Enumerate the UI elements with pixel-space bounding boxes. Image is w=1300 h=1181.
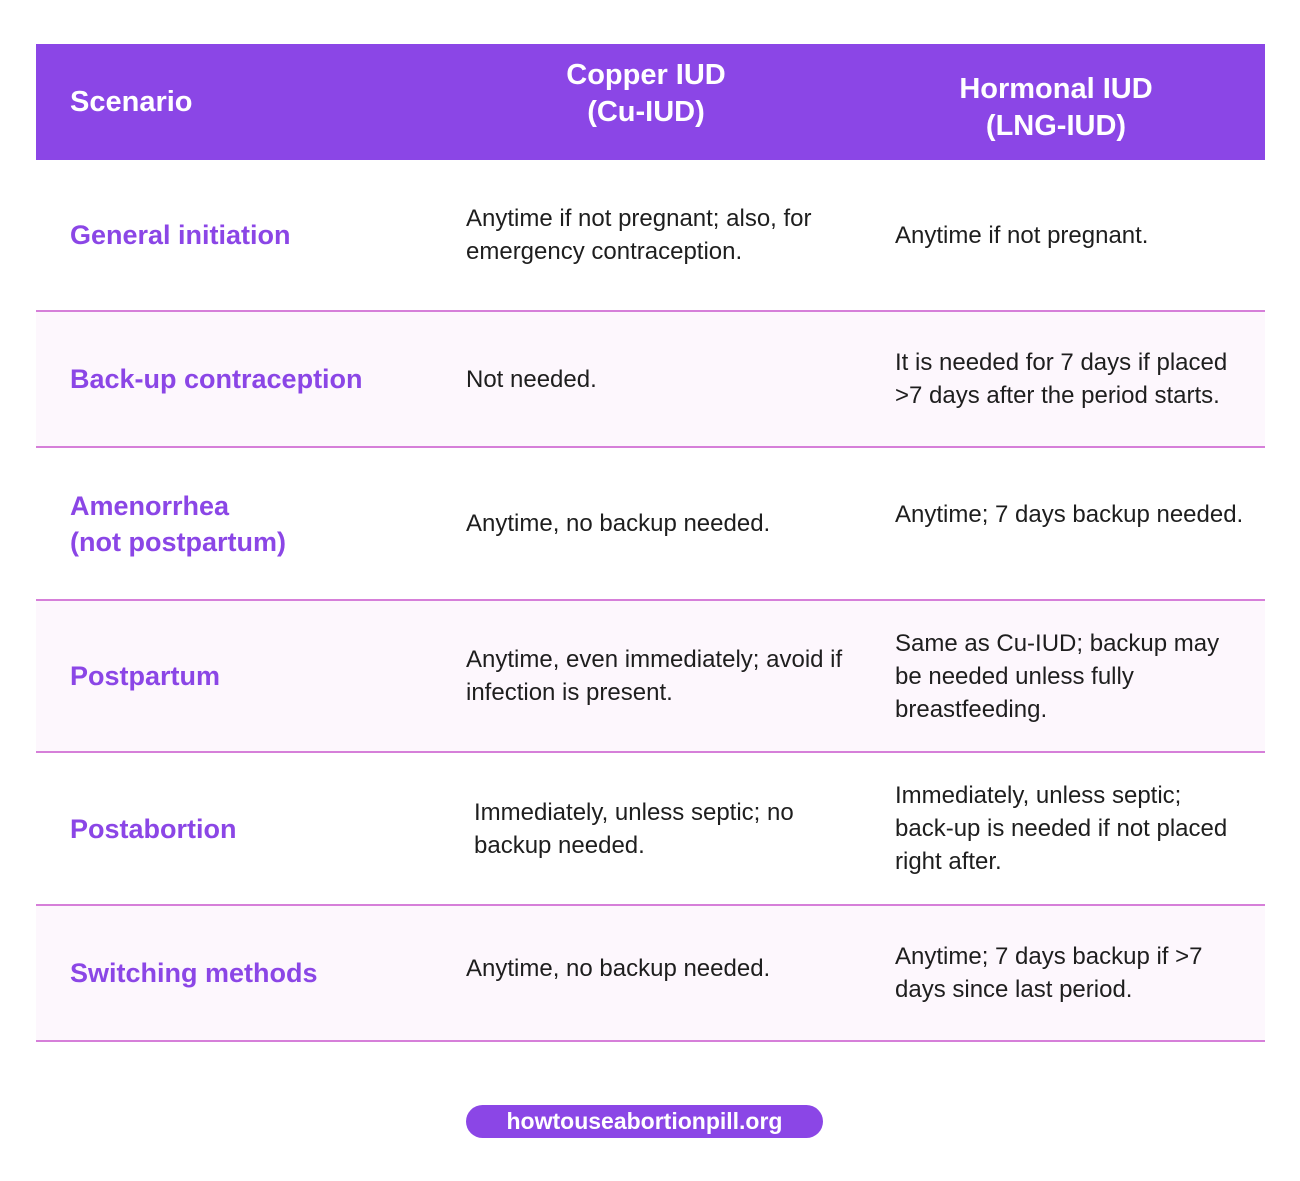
table-header xyxy=(36,44,1265,160)
row-scenario: Postabortion xyxy=(70,813,237,844)
header-scenario: Scenario xyxy=(70,85,193,118)
row-hormonal: Anytime; 7 days backup if >7 days since last period. xyxy=(895,943,1203,1003)
row-copper: Anytime, even immediately; avoid if infection is present. xyxy=(466,646,843,706)
row-hormonal: Anytime; 7 days backup needed. xyxy=(895,501,1244,528)
row-copper: Anytime, no backup needed. xyxy=(466,510,771,537)
row-scenario: Back-up contraception xyxy=(70,364,363,394)
row-scenario: Amenorrhea (not postpartum) xyxy=(70,490,286,557)
table-row xyxy=(36,601,1265,753)
table-row xyxy=(36,906,1265,1042)
iud-comparison-table xyxy=(36,44,1265,1042)
row-hormonal: Anytime if not pregnant. xyxy=(895,221,1149,249)
site-url-badge: howtouseabortionpill.org xyxy=(466,1105,823,1138)
row-scenario: Switching methods xyxy=(70,958,318,988)
row-copper: Anytime if not pregnant; also, for emergency contraception. xyxy=(466,205,812,265)
row-hormonal: Same as Cu-IUD; backup may be needed unless fully breastfeeding. xyxy=(895,629,1220,723)
table-row xyxy=(36,448,1265,601)
table-row xyxy=(36,160,1265,312)
header-hormonal-iud: Hormonal IUD (LNG-IUD) xyxy=(959,73,1153,142)
table-row xyxy=(36,312,1265,448)
row-copper: Not needed. xyxy=(466,365,597,393)
row-copper: Anytime, no backup needed. xyxy=(466,954,771,982)
row-scenario: Postpartum xyxy=(70,661,221,691)
row-scenario: General initiation xyxy=(70,220,291,250)
row-copper: Immediately, unless septic; no backup needed. xyxy=(474,798,794,859)
row-hormonal: It is needed for 7 days if placed >7 days after the period starts. xyxy=(895,349,1228,409)
table-row xyxy=(36,753,1265,906)
row-hormonal: Immediately, unless septic; back-up is needed if not placed right after. xyxy=(895,782,1228,875)
header-copper-iud: Copper IUD (Cu-IUD) xyxy=(566,59,726,128)
